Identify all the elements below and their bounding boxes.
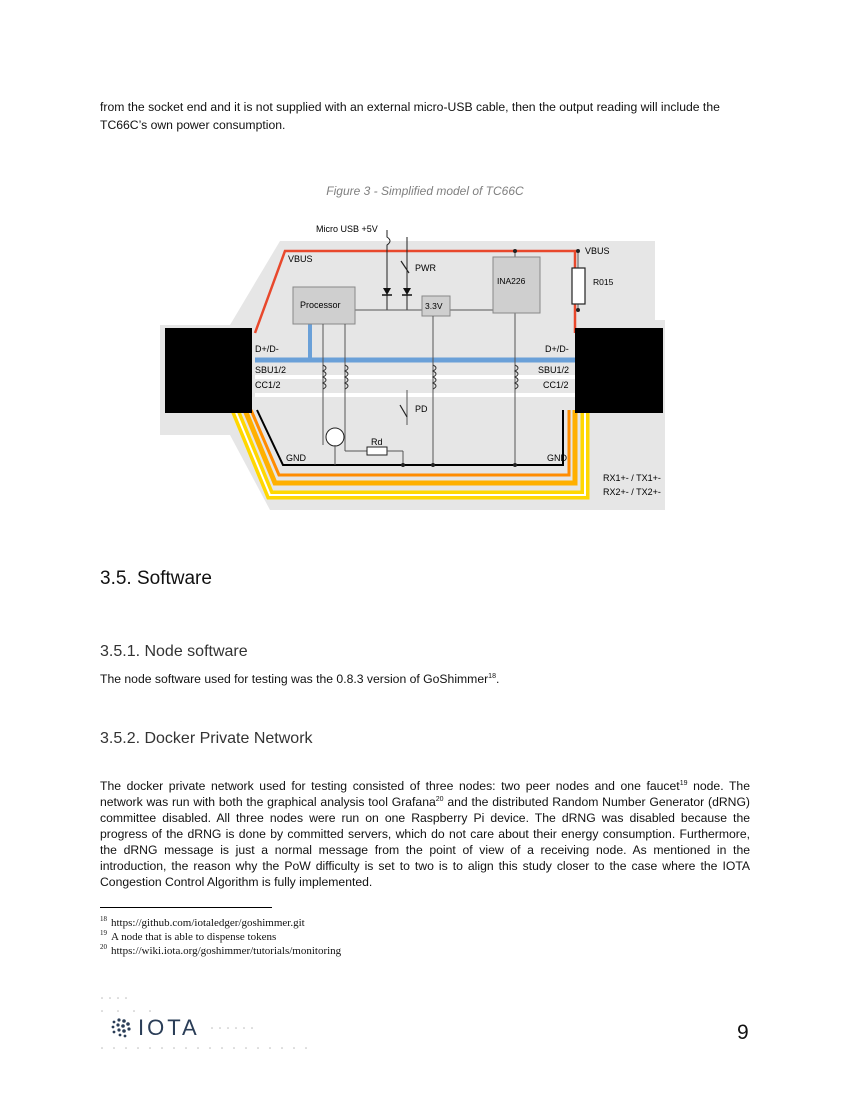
- label-cc-left: CC1/2: [255, 380, 281, 390]
- label-33v: 3.3V: [425, 301, 443, 311]
- figure-caption: Figure 3 - Simplified model of TC66C: [326, 184, 524, 198]
- label-gnd-left: GND: [286, 453, 306, 463]
- label-gnd-right: GND: [547, 453, 567, 463]
- label-r015: R015: [593, 277, 614, 287]
- footnote-19: $^{19}$ A node that is able to dispense tokens: [100, 929, 277, 943]
- iota-logo: [100, 996, 320, 1056]
- subsection-title-docker: 3.5.2. Docker Private Network: [100, 730, 313, 747]
- section-title: 3.5. Software: [100, 568, 212, 589]
- label-ina226: INA226: [497, 276, 526, 286]
- footnote-18: $^{18}$ https://github.com/iotaledger/goshimmer.git: [100, 915, 305, 929]
- footnote-divider: [100, 907, 272, 908]
- label-cc-right: CC1/2: [543, 380, 569, 390]
- label-sbu-right: SBU1/2: [538, 365, 570, 375]
- right-connector: [575, 328, 663, 413]
- label-rx1: RX1+- / TX1+-: [603, 473, 661, 483]
- label-pd: PD: [415, 404, 428, 414]
- r015-resistor: [572, 268, 585, 304]
- intro-line-1: from the socket end and it is not supplied with an external micro-USB cable, then the output reading will include the: [100, 100, 720, 114]
- footnote-20: $^{20}$ https://wiki.iota.org/goshimmer/tutorials/monitoring: [100, 943, 342, 957]
- label-processor: Processor: [300, 300, 341, 310]
- iota-dots-icon: [112, 1018, 131, 1037]
- tc66c-diagram: [155, 215, 675, 520]
- label-dpdm-left: D+/D-: [255, 344, 279, 354]
- label-rd: Rd: [371, 437, 383, 447]
- logo-dot-pattern: [101, 997, 307, 1049]
- page-number: 9: [737, 1021, 749, 1044]
- label-vbus-left: VBUS: [288, 254, 313, 264]
- node-software-text: The node software used for testing was the 0.8.3 version of GoShimmer$^{18}$.: [100, 672, 500, 686]
- rd-resistor: [367, 447, 387, 455]
- label-vbus-right: VBUS: [585, 246, 610, 256]
- intro-line-2: TC66C’s own power consumption.: [100, 118, 286, 132]
- label-rx2: RX2+- / TX2+-: [603, 487, 661, 497]
- docker-paragraph: The docker private network used for testing consisted of three nodes: two peer nodes and one faucet$^{19}$ node. The network was run with both the graphical analysis tool Grafana$^{20}$ and the distributed Random Number Generator (dRNG) committee disabled. All three nodes were run on one Raspberry Pi device. The dRNG was disabled because the progress of the dRNG is done by committed servers, which do not care about their energy consumption. Furthermore, the dRNG message is just a normal message from the point of view of a receiving node. As mentioned in the introduction, the reason why the PoW difficulty is set to two is to align this study closer to the case where the IOTA Congestion Control Algorithm is fully implemented.: [100, 779, 750, 889]
- label-micro-usb: Micro USB +5V: [316, 224, 378, 234]
- label-pwr: PWR: [415, 263, 436, 273]
- left-connector: [165, 328, 252, 413]
- label-dpdm-right: D+/D-: [545, 344, 569, 354]
- subsection-title-node-software: 3.5.1. Node software: [100, 643, 248, 660]
- label-sbu-left: SBU1/2: [255, 365, 287, 375]
- logo-text: IOTA: [138, 1015, 200, 1040]
